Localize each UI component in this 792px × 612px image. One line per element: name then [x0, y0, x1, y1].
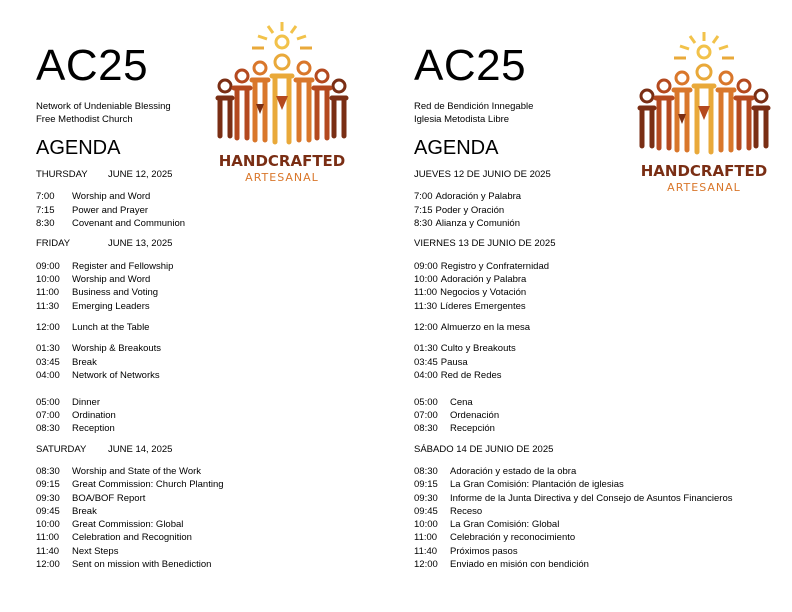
list-item	[36, 519, 183, 531]
time: 10:00	[36, 274, 60, 285]
activity: Adoración y estado de la obra	[450, 466, 577, 477]
saturday-heading: SÁBADO 14 DE JUNIO DE 2025	[414, 444, 554, 455]
list-item	[414, 397, 473, 409]
time: 11:40	[414, 546, 438, 557]
activity: Recepción	[450, 423, 495, 434]
activity: Pausa	[440, 357, 468, 368]
time: 05:00	[36, 397, 60, 408]
time: 09:45	[36, 506, 60, 517]
activity: Negocios y Votación	[440, 287, 527, 298]
time: 7:15	[414, 205, 433, 216]
list-item	[36, 287, 158, 299]
activity: Network of Networks	[72, 370, 160, 381]
saturday-heading	[36, 444, 172, 456]
activity: Break	[72, 506, 97, 517]
list-item	[414, 287, 526, 299]
people-figures-icon	[640, 65, 768, 152]
time: 08:30	[36, 466, 60, 477]
time: 7:15	[36, 205, 55, 216]
time: 03:45	[36, 357, 60, 368]
time: 09:15	[414, 479, 438, 490]
agenda-heading: AGENDA	[36, 137, 121, 159]
org-line-2: Iglesia Metodista Libre	[414, 114, 510, 125]
time: 01:30	[414, 343, 438, 354]
activity: Register and Fellowship	[72, 261, 174, 272]
time: 08:30	[414, 466, 438, 477]
time: 10:00	[414, 274, 438, 285]
day-name: FRIDAY	[36, 238, 71, 249]
activity: Líderes Emergentes	[440, 301, 526, 312]
list-item	[414, 343, 516, 355]
time: 10:00	[36, 519, 60, 530]
activity: Poder y Oración	[435, 205, 505, 216]
list-item	[414, 357, 468, 369]
list-item	[414, 301, 526, 313]
activity: Worship and Word	[72, 191, 151, 202]
time: 11:30	[414, 301, 438, 312]
list-item	[36, 274, 150, 286]
activity: Celebration and Recognition	[72, 532, 192, 543]
time: 7:00	[36, 191, 55, 202]
day-name: SATURDAY	[36, 444, 87, 455]
time: 04:00	[414, 370, 438, 381]
sunburst-icon	[252, 22, 312, 48]
day-date: JUNE 12, 2025	[108, 169, 173, 180]
org-name	[414, 100, 533, 126]
org-line-1: Network of Undeniable Blessing	[36, 101, 171, 112]
activity: Almuerzo en la mesa	[440, 322, 531, 333]
activity: Worship & Breakouts	[72, 343, 162, 354]
activity: Break	[72, 357, 97, 368]
activity: BOA/BOF Report	[72, 493, 146, 504]
brand-title: AC25	[414, 41, 527, 90]
list-item	[36, 261, 173, 273]
activity: Sent on mission with Benediction	[72, 559, 212, 570]
list-item	[36, 559, 211, 571]
day-date: JUNE 14, 2025	[108, 444, 173, 455]
time: 09:30	[36, 493, 60, 504]
list-item	[414, 506, 482, 518]
list-item	[36, 479, 224, 491]
list-item	[414, 205, 504, 217]
time: 12:00	[36, 322, 60, 333]
list-item	[414, 546, 518, 558]
activity: Next Steps	[72, 546, 119, 557]
time: 11:00	[36, 532, 60, 543]
activity: Próximos pasos	[450, 546, 518, 557]
activity: Enviado en misión con bendición	[450, 559, 589, 570]
list-item	[36, 301, 150, 313]
list-item	[36, 493, 145, 505]
logo-subtitle: ARTESANAL	[245, 171, 319, 184]
list-item	[36, 191, 150, 203]
time: 11:00	[36, 287, 60, 298]
friday-heading: VIERNES 13 DE JUNIO DE 2025	[414, 238, 556, 249]
list-item	[36, 532, 192, 544]
time: 11:30	[36, 301, 60, 312]
list-item	[36, 466, 201, 478]
time: 09:00	[36, 261, 60, 272]
activity: La Gran Comisión: Plantación de iglesias	[450, 479, 624, 490]
list-item	[36, 423, 115, 435]
list-item	[36, 205, 148, 217]
logo-subtitle: ARTESANAL	[667, 181, 741, 194]
activity: Great Commission: Church Planting	[72, 479, 224, 490]
time: 11:00	[414, 532, 438, 543]
activity: Lunch at the Table	[72, 322, 150, 333]
list-item	[414, 479, 624, 491]
list-item	[414, 423, 495, 435]
spanish-column	[414, 0, 784, 612]
list-item	[36, 506, 97, 518]
activity: Culto y Breakouts	[440, 343, 516, 354]
logo-wordmark: HANDCRAFTED	[218, 152, 346, 170]
time: 07:00	[414, 410, 438, 421]
list-item	[36, 343, 161, 355]
time: 8:30	[414, 218, 433, 229]
org-line-1: Red de Bendición Innegable	[414, 101, 534, 112]
time: 12:00	[414, 322, 438, 333]
list-item	[36, 370, 160, 382]
time: 09:00	[414, 261, 438, 272]
time: 8:30	[36, 218, 55, 229]
activity: Adoración y Palabra	[440, 274, 527, 285]
activity: Informe de la Junta Directiva y del Consejo de Asuntos Financieros	[450, 493, 733, 504]
time: 12:00	[36, 559, 60, 570]
time: 08:30	[414, 423, 438, 434]
activity: Emerging Leaders	[72, 301, 150, 312]
list-item	[414, 261, 549, 273]
time: 11:00	[414, 287, 438, 298]
day-name: THURSDAY	[36, 169, 88, 180]
activity: Business and Voting	[72, 287, 159, 298]
activity: Worship and Word	[72, 274, 151, 285]
list-item	[414, 493, 733, 505]
time: 04:00	[36, 370, 60, 381]
list-item	[36, 357, 97, 369]
time: 08:30	[36, 423, 60, 434]
time: 05:00	[414, 397, 438, 408]
list-item	[414, 466, 576, 478]
list-item	[36, 322, 149, 334]
org-name	[36, 100, 171, 126]
thursday-heading	[36, 169, 172, 181]
list-item	[414, 370, 502, 382]
list-item	[414, 410, 499, 422]
activity: Celebración y reconocimiento	[450, 532, 576, 543]
time: 09:45	[414, 506, 438, 517]
activity: Reception	[72, 423, 115, 434]
list-item	[36, 218, 185, 230]
list-item	[36, 410, 116, 422]
thursday-heading: JUEVES 12 DE JUNIO DE 2025	[414, 169, 551, 180]
time: 03:45	[414, 357, 438, 368]
handcrafted-logo	[212, 18, 352, 186]
time: 01:30	[36, 343, 60, 354]
time: 09:15	[36, 479, 60, 490]
activity: Ordenación	[450, 410, 500, 421]
logo-wordmark: HANDCRAFTED	[640, 162, 768, 180]
sunburst-icon	[674, 32, 734, 58]
list-item	[414, 218, 520, 230]
activity: Dinner	[72, 397, 100, 408]
activity: La Gran Comisión: Global	[450, 519, 560, 530]
list-item	[414, 191, 521, 203]
activity: Registro y Confraternidad	[440, 261, 550, 272]
activity: Adoración y Palabra	[435, 191, 522, 202]
handcrafted-logo	[634, 28, 774, 196]
time: 11:40	[36, 546, 60, 557]
activity: Covenant and Communion	[72, 218, 186, 229]
brand-title: AC25	[36, 41, 149, 90]
time: 07:00	[36, 410, 60, 421]
friday-heading	[36, 238, 172, 250]
time: 12:00	[414, 559, 438, 570]
list-item	[414, 559, 589, 571]
activity: Great Commission: Global	[72, 519, 184, 530]
time: 09:30	[414, 493, 438, 504]
list-item	[414, 322, 530, 334]
time: 7:00	[414, 191, 433, 202]
activity: Receso	[450, 506, 483, 517]
activity: Power and Prayer	[72, 205, 149, 216]
list-item	[414, 519, 559, 531]
list-item	[36, 397, 100, 409]
activity: Ordination	[72, 410, 116, 421]
day-date: JUNE 13, 2025	[108, 238, 173, 249]
list-item	[414, 532, 575, 544]
activity: Red de Redes	[440, 370, 502, 381]
activity: Worship and State of the Work	[72, 466, 202, 477]
list-item	[414, 274, 526, 286]
list-item	[36, 546, 118, 558]
activity: Alianza y Comunión	[435, 218, 520, 229]
english-column	[36, 0, 406, 612]
org-line-2: Free Methodist Church	[36, 114, 133, 125]
activity: Cena	[450, 397, 473, 408]
agenda-heading: AGENDA	[414, 137, 499, 159]
people-figures-icon	[218, 55, 346, 142]
time: 10:00	[414, 519, 438, 530]
